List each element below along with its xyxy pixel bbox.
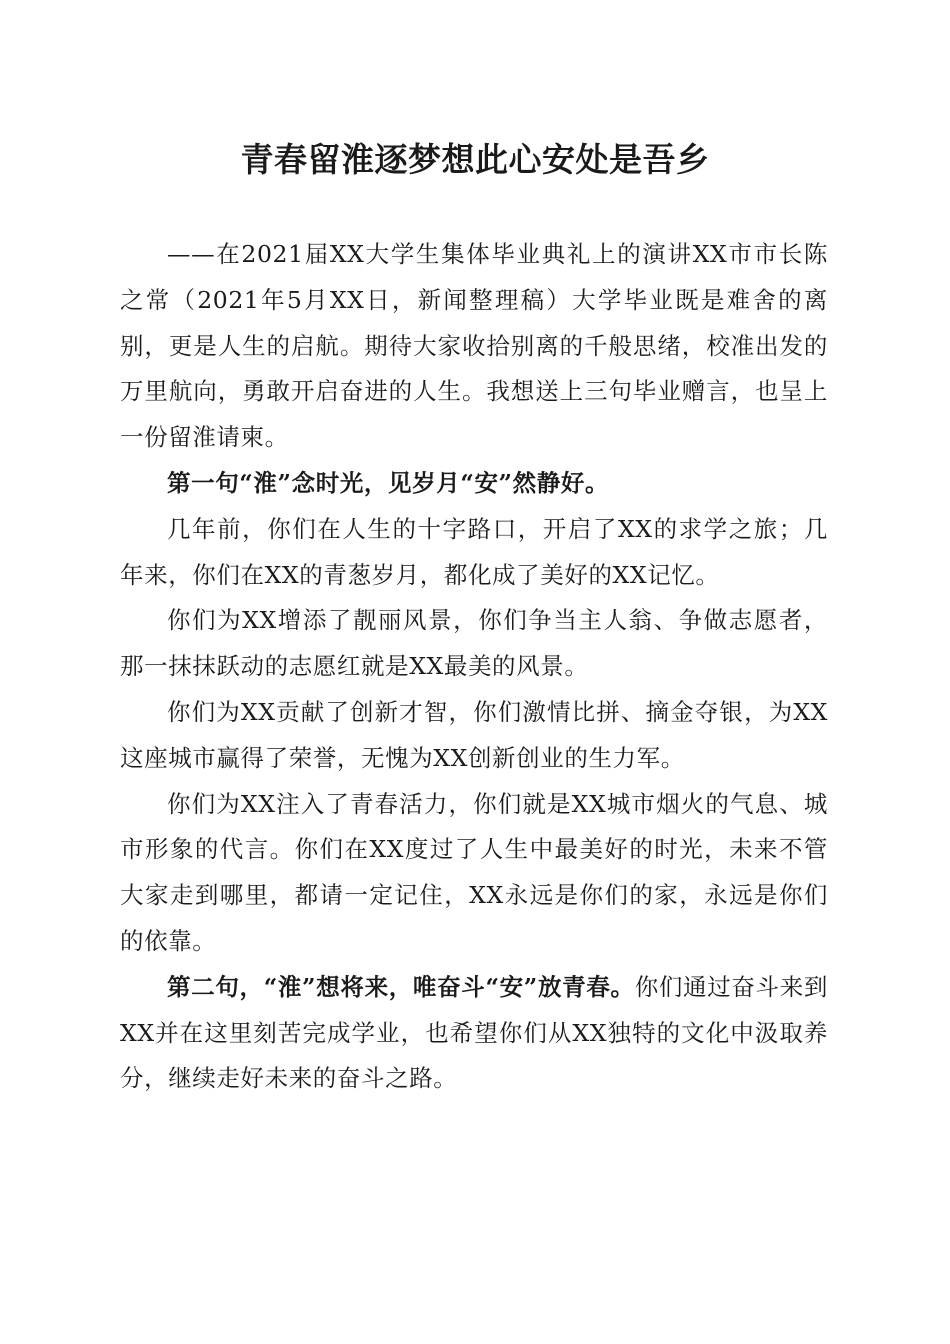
document-body [120, 232, 828, 1102]
paragraph-text: 你们为XX贡献了创新才智，你们激情比拼、摘金夺银，为XX这座城市赢得了荣誉，无愧为XX创新创业的生力军。 [120, 697, 828, 772]
paragraph-text: 你们为XX增添了靓丽风景，你们争当主人翁、争做志愿者，那一抹抹跃动的志愿红就是XX最美的风景。 [120, 606, 828, 681]
paragraph-body [120, 507, 828, 599]
paragraph-body [120, 782, 828, 965]
paragraph-intro [120, 232, 828, 461]
paragraph-first-saying [120, 461, 828, 507]
document-title: 青春留淮逐梦想此心安处是吾乡 [240, 140, 710, 179]
paragraph-text: 你们通过奋斗来到XX并在这里刻苦完成学业，也希望你们从XX独特的文化中汲取养分，继续走好未来的奋斗之路。 [120, 972, 828, 1093]
paragraph-body [120, 690, 828, 782]
paragraph-body [120, 598, 828, 690]
paragraph-lead: 第二句，“淮”想将来，唯奋斗“安”放青春。 [167, 972, 635, 1001]
paragraph-lead: 第一句“淮”念时光，见岁月“安”然静好。 [167, 468, 610, 497]
paragraph-text: ——在2021届XX大学生集体毕业典礼上的演讲XX市市长陈之常（2021年5月XX日，新闻整理稿）大学毕业既是难舍的离别，更是人生的启航。期待大家收拾别离的千般思绪，校准出发的万里航向，勇敢开启奋进的人生。我想送上三句毕业赠言，也呈上一份留淮请柬。 [120, 240, 828, 452]
paragraph-text: 你们为XX注入了青春活力，你们就是XX城市烟火的气息、城市形象的代言。你们在XX度过了人生中最美好的时光，未来不管大家走到哪里，都请一定记住，XX永远是你们的家，永远是你们的依靠。 [120, 789, 828, 955]
paragraph-second-saying [120, 965, 828, 1102]
paragraph-text: 几年前，你们在人生的十字路口，开启了XX的求学之旅；几年来，你们在XX的青葱岁月，都化成了美好的XX记忆。 [120, 514, 828, 589]
